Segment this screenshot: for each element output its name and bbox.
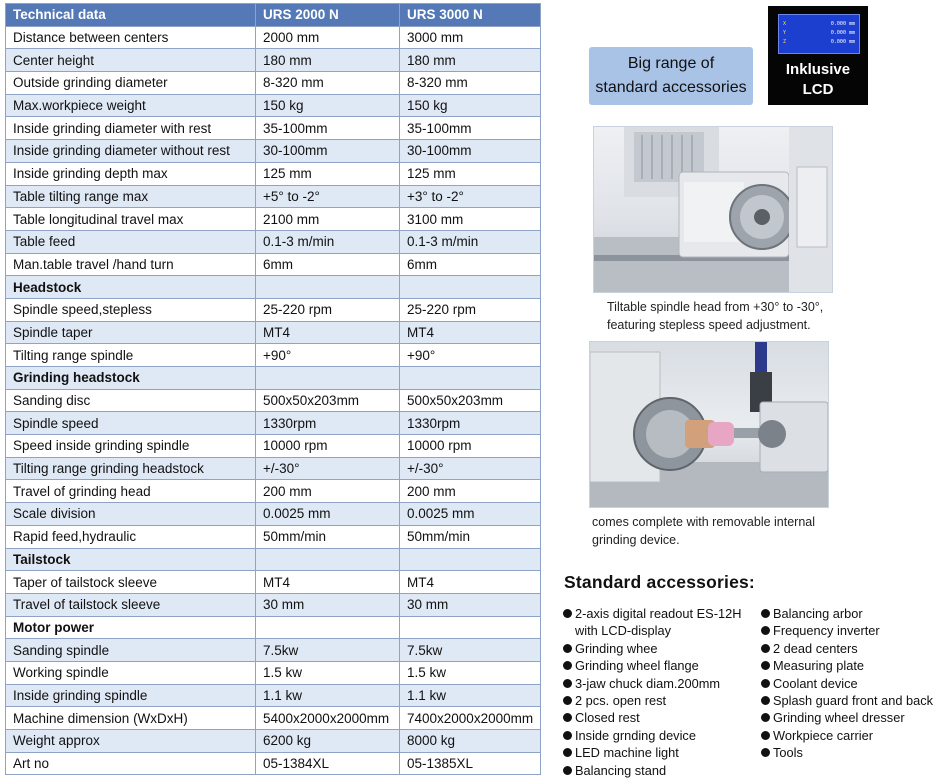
bullet-icon [761, 748, 770, 757]
bullet-icon [761, 679, 770, 688]
accessory-item [761, 657, 945, 674]
spec-value-urs3000n: +/-30° [400, 457, 541, 480]
spec-value-urs2000n: 6mm [256, 253, 400, 276]
spec-label: Working spindle [6, 661, 256, 684]
spec-value-urs2000n [256, 548, 400, 571]
table-row [6, 253, 541, 276]
spec-value-urs3000n: 30-100mm [400, 140, 541, 163]
photo1-caption-line1: Tiltable spindle head from +30° to -30°, [607, 300, 824, 314]
spec-value-urs2000n: 30 mm [256, 593, 400, 616]
bullet-icon [761, 626, 770, 635]
spec-value-urs2000n: 125 mm [256, 162, 400, 185]
spec-label: Tilting range grinding headstock [6, 457, 256, 480]
spec-label: Scale division [6, 503, 256, 526]
lcd-badge [768, 6, 868, 105]
table-row [6, 26, 541, 49]
accessory-item [563, 622, 763, 639]
spec-value-urs3000n: 125 mm [400, 162, 541, 185]
spec-value-urs3000n: 7.5kw [400, 639, 541, 662]
accessory-item [761, 640, 945, 657]
range-box-line1: Big range of [627, 55, 715, 72]
accessory-text: Grinding wheel dresser [773, 710, 905, 726]
photo1-caption [607, 298, 877, 334]
table-row [6, 321, 541, 344]
internal-grinding-illustration [590, 342, 828, 507]
bullet-icon [761, 661, 770, 670]
technical-data-table [5, 3, 541, 775]
table-row [6, 298, 541, 321]
spec-label: Weight approx [6, 730, 256, 753]
table-row [6, 94, 541, 117]
spec-value-urs3000n: 1.1 kw [400, 684, 541, 707]
spec-value-urs2000n: +/-30° [256, 457, 400, 480]
spec-value-urs3000n: 25-220 rpm [400, 298, 541, 321]
accessory-text: Measuring plate [773, 658, 865, 674]
bullet-icon [761, 609, 770, 618]
spec-value-urs2000n: 25-220 rpm [256, 298, 400, 321]
bullet-icon [563, 713, 572, 722]
table-row [6, 661, 541, 684]
table-row [6, 344, 541, 367]
lcd-display-icon [778, 14, 860, 54]
spec-value-urs3000n: 3100 mm [400, 208, 541, 231]
bullet-icon [563, 679, 572, 688]
spec-value-urs3000n [400, 616, 541, 639]
spec-value-urs2000n: +5° to -2° [256, 185, 400, 208]
bullet-icon [761, 731, 770, 740]
table-row [6, 707, 541, 730]
spec-value-urs3000n: 1330rpm [400, 412, 541, 435]
spec-label: Sanding disc [6, 389, 256, 412]
spec-label: Grinding headstock [6, 367, 256, 390]
accessories-list-left [563, 605, 763, 779]
spec-label: Taper of tailstock sleeve [6, 571, 256, 594]
spec-value-urs3000n: 0.0025 mm [400, 503, 541, 526]
spec-label: Inside grinding diameter without rest [6, 140, 256, 163]
header-urs-2000n: URS 2000 N [256, 4, 400, 27]
spec-label: Motor power [6, 616, 256, 639]
accessory-text: 2 pcs. open rest [575, 693, 667, 709]
lcd-label [768, 60, 868, 100]
table-row [6, 389, 541, 412]
spec-value-urs2000n: 200 mm [256, 480, 400, 503]
spec-value-urs2000n: 1.5 kw [256, 661, 400, 684]
accessory-item [563, 657, 763, 674]
photo2-caption [592, 513, 862, 549]
accessory-text: Balancing stand [575, 762, 667, 778]
table-row [6, 639, 541, 662]
table-row [6, 752, 541, 775]
lcd-axis-z: Z [783, 39, 787, 45]
spec-value-urs2000n: 2100 mm [256, 208, 400, 231]
table-row [6, 72, 541, 95]
spec-label: Man.table travel /hand turn [6, 253, 256, 276]
spec-value-urs3000n: 8000 kg [400, 730, 541, 753]
accessories-title: Standard accessories: [564, 572, 755, 592]
spec-value-urs2000n: +90° [256, 344, 400, 367]
spec-value-urs2000n: 2000 mm [256, 26, 400, 49]
spec-value-urs3000n: 500x50x203mm [400, 389, 541, 412]
spec-value-urs3000n: 8-320 mm [400, 72, 541, 95]
spec-value-urs2000n: 150 kg [256, 94, 400, 117]
table-row [6, 412, 541, 435]
spec-value-urs2000n [256, 616, 400, 639]
bullet-icon [563, 661, 572, 670]
table-header-row [6, 4, 541, 27]
table-row [6, 684, 541, 707]
spec-value-urs2000n: 0.1-3 m/min [256, 230, 400, 253]
spec-value-urs3000n: 05-1385XL [400, 752, 541, 775]
spec-value-urs3000n: 7400x2000x2000mm [400, 707, 541, 730]
table-section-row [6, 367, 541, 390]
spec-value-urs3000n [400, 276, 541, 299]
photo1-caption-line2: featuring stepless speed adjustment. [607, 318, 811, 332]
spec-label: Table tilting range max [6, 185, 256, 208]
accessory-text: Balancing arbor [773, 606, 863, 621]
table-row [6, 230, 541, 253]
spec-label: Tailstock [6, 548, 256, 571]
accessory-item [761, 605, 945, 622]
spec-label: Machine dimension (WxDxH) [6, 707, 256, 730]
table-row [6, 140, 541, 163]
table-row [6, 525, 541, 548]
table-row [6, 49, 541, 72]
spec-value-urs2000n: 6200 kg [256, 730, 400, 753]
spec-value-urs2000n [256, 276, 400, 299]
lcd-axis-y: Y [783, 30, 787, 36]
accessory-item [563, 605, 763, 622]
bullet-icon [761, 696, 770, 705]
spec-value-urs3000n: 180 mm [400, 49, 541, 72]
accessory-item [563, 640, 763, 657]
spec-value-urs2000n: 5400x2000x2000mm [256, 707, 400, 730]
spec-label: Travel of grinding head [6, 480, 256, 503]
table-section-row [6, 548, 541, 571]
spec-label: Distance between centers [6, 26, 256, 49]
spec-value-urs2000n: 50mm/min [256, 525, 400, 548]
spec-value-urs3000n: 10000 rpm [400, 435, 541, 458]
spec-label: Sanding spindle [6, 639, 256, 662]
lcd-label-line1: Inklusive [785, 61, 851, 78]
spec-value-urs3000n [400, 367, 541, 390]
bullet-icon [563, 644, 572, 653]
spec-value-urs3000n: 150 kg [400, 94, 541, 117]
accessory-text: Splash guard front and back [773, 693, 934, 709]
spec-value-urs3000n: MT4 [400, 321, 541, 344]
accessory-text: 2-axis digital readout ES-12H [575, 606, 742, 621]
lcd-value-z: 0.000 mm [830, 39, 855, 45]
accessory-item [563, 692, 763, 709]
range-box-line2: standard accessories [595, 79, 747, 96]
spec-label: Rapid feed,hydraulic [6, 525, 256, 548]
spec-label: Inside grinding depth max [6, 162, 256, 185]
spec-label: Inside grinding spindle [6, 684, 256, 707]
spec-value-urs3000n: 35-100mm [400, 117, 541, 140]
bullet-icon [563, 609, 572, 618]
spec-label: Tilting range spindle [6, 344, 256, 367]
spec-value-urs2000n: 1330rpm [256, 412, 400, 435]
spec-value-urs2000n: 35-100mm [256, 117, 400, 140]
lcd-label-line2: LCD [802, 81, 834, 98]
spec-label: Table feed [6, 230, 256, 253]
spec-value-urs3000n: 30 mm [400, 593, 541, 616]
table-row [6, 480, 541, 503]
spec-value-urs2000n: 180 mm [256, 49, 400, 72]
table-row [6, 593, 541, 616]
accessory-item [761, 675, 945, 692]
spec-label: Max.workpiece weight [6, 94, 256, 117]
spec-value-urs3000n: 6mm [400, 253, 541, 276]
accessory-item [563, 762, 763, 779]
spec-label: Spindle speed,stepless [6, 298, 256, 321]
accessory-text: Frequency inverter [773, 623, 880, 639]
spec-value-urs3000n: 200 mm [400, 480, 541, 503]
bullet-icon [761, 713, 770, 722]
table-row [6, 185, 541, 208]
table-row [6, 208, 541, 231]
spindle-head-photo [593, 126, 833, 293]
spec-value-urs2000n: 7.5kw [256, 639, 400, 662]
spec-value-urs3000n: 0.1-3 m/min [400, 230, 541, 253]
header-urs-3000n: URS 3000 N [400, 4, 541, 27]
spec-value-urs3000n [400, 548, 541, 571]
spec-label: Spindle speed [6, 412, 256, 435]
spec-value-urs3000n: +90° [400, 344, 541, 367]
spec-label: Inside grinding diameter with rest [6, 117, 256, 140]
bullet-icon [563, 731, 572, 740]
accessory-item [563, 727, 763, 744]
spec-label: Spindle taper [6, 321, 256, 344]
spec-value-urs2000n: 10000 rpm [256, 435, 400, 458]
accessory-text: Coolant device [773, 675, 858, 691]
spec-value-urs2000n: 8-320 mm [256, 72, 400, 95]
spec-value-urs2000n: 1.1 kw [256, 684, 400, 707]
accessories-range-box [589, 47, 753, 105]
accessory-text: LED machine light [575, 745, 679, 761]
table-section-row [6, 616, 541, 639]
lcd-value-y: 0.000 mm [830, 30, 855, 36]
bullet-icon [563, 696, 572, 705]
bullet-icon [563, 748, 572, 757]
photo2-caption-line2: grinding device. [592, 533, 680, 547]
accessory-item [761, 709, 945, 726]
accessories-list-right [761, 605, 945, 762]
photo2-caption-line1: comes complete with removable internal [592, 515, 816, 529]
accessory-item [563, 675, 763, 692]
spec-value-urs3000n: +3° to -2° [400, 185, 541, 208]
spec-label: Center height [6, 49, 256, 72]
spec-label: Table longitudinal travel max [6, 208, 256, 231]
accessory-item [761, 727, 945, 744]
table-row [6, 503, 541, 526]
accessory-text: Closed rest [575, 710, 640, 726]
accessory-item [761, 692, 945, 709]
spec-label: Outside grinding diameter [6, 72, 256, 95]
table-row [6, 117, 541, 140]
accessory-text: Workpiece carrier [773, 727, 874, 743]
accessory-item [761, 744, 945, 761]
spindle-head-illustration [594, 127, 832, 292]
lcd-axis-x: X [783, 21, 787, 27]
spec-value-urs2000n: 05-1384XL [256, 752, 400, 775]
spec-label: Headstock [6, 276, 256, 299]
spec-value-urs3000n: 1.5 kw [400, 661, 541, 684]
table-row [6, 571, 541, 594]
table-row [6, 730, 541, 753]
accessory-text: Grinding whee [575, 640, 658, 656]
accessory-item [563, 744, 763, 761]
accessory-text: Inside grnding device [575, 727, 696, 743]
accessory-text: Grinding wheel flange [575, 658, 699, 674]
spec-value-urs3000n: MT4 [400, 571, 541, 594]
accessory-item [563, 709, 763, 726]
accessory-text: with LCD-display [575, 623, 672, 639]
header-technical-data: Technical data [6, 4, 256, 27]
accessory-item [761, 622, 945, 639]
table-section-row [6, 276, 541, 299]
spec-value-urs2000n [256, 367, 400, 390]
internal-grinding-photo [589, 341, 829, 508]
spec-value-urs2000n: MT4 [256, 571, 400, 594]
table-row [6, 457, 541, 480]
spec-value-urs2000n: 500x50x203mm [256, 389, 400, 412]
accessory-text: Tools [773, 745, 803, 761]
spec-value-urs2000n: 30-100mm [256, 140, 400, 163]
spec-label: Travel of tailstock sleeve [6, 593, 256, 616]
spec-value-urs2000n: MT4 [256, 321, 400, 344]
spec-value-urs3000n: 50mm/min [400, 525, 541, 548]
table-row [6, 435, 541, 458]
bullet-icon [761, 644, 770, 653]
bullet-icon [563, 766, 572, 775]
accessory-text: 3-jaw chuck diam.200mm [575, 675, 721, 691]
accessory-text: 2 dead centers [773, 640, 858, 656]
spec-label: Speed inside grinding spindle [6, 435, 256, 458]
spec-value-urs2000n: 0.0025 mm [256, 503, 400, 526]
spec-label: Art no [6, 752, 256, 775]
lcd-value-x: 0.000 mm [830, 21, 855, 27]
spec-value-urs3000n: 3000 mm [400, 26, 541, 49]
table-row [6, 162, 541, 185]
